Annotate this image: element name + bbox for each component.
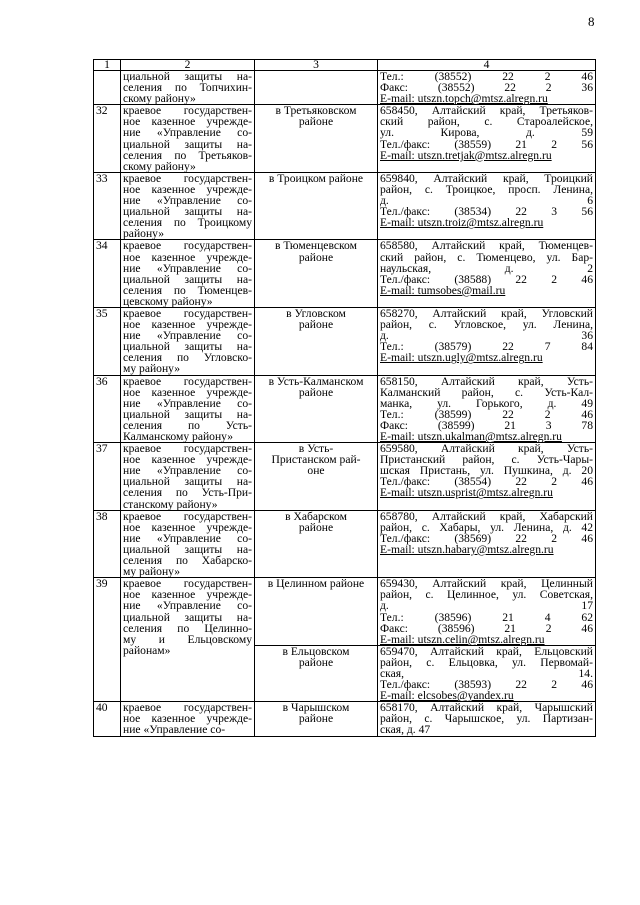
address-cell: [378, 172, 596, 240]
district-cell: [255, 645, 378, 701]
row-number: 35: [96, 306, 108, 320]
text-line: 658450, Алтайский край, Третьяков-: [380, 104, 593, 118]
table-row: [94, 578, 596, 646]
text-line: в Троицком районе: [268, 171, 364, 185]
row-number-cell: [94, 172, 121, 240]
table-row: [94, 375, 596, 443]
text-line: ние «Управление со-: [123, 723, 226, 737]
text-line: район, с. Целинное, ул. Советская,: [380, 588, 593, 602]
text-line: краевое государствен-: [123, 442, 252, 456]
organization-cell: [121, 702, 255, 736]
text-line: 659840, Алтайский край, Троицкий: [380, 171, 593, 185]
text-line: ние «Управление со-: [123, 531, 252, 545]
district-cell: [255, 702, 378, 736]
text-line: районе: [298, 655, 334, 669]
text-line: 658580, Алтайский край, Тюменцев-: [380, 239, 593, 253]
text-line: ская, д. 47: [380, 723, 431, 737]
text-line: краевое государствен-: [123, 509, 252, 523]
text-line: ное казенное учрежде-: [123, 385, 252, 399]
text-line: ский район, с. Староалейское,: [380, 115, 593, 129]
text-line: станскому району»: [123, 497, 218, 511]
text-line: Факс: (38596) 21 2 46: [380, 621, 593, 635]
text-line: Тел./факс: (38588) 22 2 46: [380, 272, 593, 286]
text-line: ное казенное учрежде-: [123, 453, 252, 467]
text-line: ное казенное учрежде-: [123, 115, 252, 129]
text-line: ное казенное учрежде-: [123, 182, 252, 196]
text-line: районе: [298, 385, 334, 399]
text-line: 659470, Алтайский край, Ельцовский: [380, 644, 593, 658]
district-cell: [255, 443, 378, 511]
text-line: ние «Управление со-: [123, 329, 252, 343]
text-line: циальной защиты на-: [123, 610, 252, 624]
text-line: Калманскому району»: [123, 430, 234, 443]
address-cell: [378, 240, 596, 308]
organization-cell: [121, 510, 255, 578]
text-line: районам»: [123, 643, 171, 657]
text-line: краевое государствен-: [123, 239, 252, 253]
text-line: ние «Управление со-: [123, 261, 252, 275]
table-row: [94, 71, 596, 105]
text-line: ул. Кирова, д. 59: [380, 126, 593, 140]
row-number-cell: [94, 71, 121, 105]
text-line: селения по Третьяков-: [123, 148, 252, 162]
text-line: 658150, Алтайский край, Усть-: [380, 374, 593, 388]
address-cell: [378, 510, 596, 578]
text-line: район, с. Хабары, ул. Ленина, д. 42: [380, 520, 593, 534]
row-number-cell: [94, 105, 121, 173]
organization-cell: [121, 105, 255, 173]
text-line: д. 36: [380, 329, 593, 343]
text-line: E-mail: utszn.ugly@mtsz.alregn.ru: [380, 351, 543, 365]
text-line: Тел.: (38596) 21 4 62: [380, 610, 593, 624]
header-cell: 3: [255, 60, 378, 71]
text-line: манка, ул. Горького, д. 49: [380, 396, 593, 410]
text-line: ние «Управление со-: [123, 194, 252, 208]
text-line: E-mail: elcsobes@yandex.ru: [380, 689, 514, 703]
district-cell: [255, 375, 378, 443]
text-line: д. 17: [380, 599, 593, 613]
text-line: краевое государствен-: [123, 306, 252, 320]
text-line: ние «Управление со-: [123, 464, 252, 478]
header-row: [94, 60, 596, 71]
text-line: краевое государствен-: [123, 577, 252, 591]
row-number: 33: [96, 171, 108, 185]
text-line: ние «Управление со-: [123, 126, 252, 140]
page-number: 8: [588, 14, 595, 29]
table-row: [94, 172, 596, 240]
text-line: в Целинном районе: [267, 577, 365, 591]
organization-cell: [121, 240, 255, 308]
text-line: ное казенное учрежде-: [123, 318, 252, 332]
text-line: селения по Хабарско-: [123, 554, 252, 568]
address-cell: [378, 578, 596, 646]
text-line: краевое государствен-: [123, 104, 252, 118]
address-cell: [378, 71, 596, 105]
text-line: Тел./факс: (38554) 22 2 46: [380, 475, 593, 489]
text-line: районе: [298, 250, 334, 264]
text-line: ский район, с. Тюменцево, ул. Бар-: [380, 250, 593, 264]
text-line: в Усть-Калманском: [268, 374, 364, 388]
text-line: циальной защиты на-: [123, 475, 252, 489]
header-cell: 1: [94, 60, 121, 71]
text-line: циальной защиты на-: [123, 70, 252, 83]
text-line: 658780, Алтайский край, Хабарский: [380, 509, 593, 523]
row-number-cell: [94, 443, 121, 511]
text-line: д. 6: [380, 194, 593, 208]
text-line: район, с. Троицкое, просп. Ленина,: [380, 182, 593, 196]
table-row: [94, 443, 596, 511]
row-number: 36: [96, 374, 108, 388]
text-line: ное казенное учрежде-: [123, 250, 252, 264]
text-line: Тел./факс: (38534) 22 3 56: [380, 205, 593, 219]
text-line: в Ельцовском: [282, 644, 350, 658]
district-cell: [255, 71, 378, 105]
address-cell: [378, 702, 596, 736]
text-line: ное казенное учрежде-: [123, 712, 252, 726]
text-line: Тел.: (38599) 22 2 46: [380, 407, 593, 421]
text-line: му району»: [123, 565, 181, 579]
text-line: E-mail: utszn.habary@mtsz.alregn.ru: [380, 542, 554, 556]
address-cell: [378, 375, 596, 443]
row-number-cell: [94, 578, 121, 702]
text-line: циальной защиты на-: [123, 407, 252, 421]
text-line: E-mail: utszn.celin@mtsz.alregn.ru: [380, 632, 545, 646]
address-cell: [378, 307, 596, 375]
text-line: E-mail: utszn.topch@mtsz.alregn.ru: [380, 92, 548, 106]
district-cell: [255, 307, 378, 375]
text-line: Факс: (38599) 21 3 78: [380, 418, 593, 432]
text-line: районе: [298, 520, 334, 534]
district-cell: [255, 578, 378, 646]
row-number: 38: [96, 509, 108, 523]
text-line: селения по Тюменцев-: [123, 283, 252, 297]
text-line: в Третьяковском: [275, 104, 357, 118]
district-cell: [255, 105, 378, 173]
text-line: ская, 14.: [380, 666, 593, 680]
text-line: районе: [298, 115, 334, 129]
row-number-cell: [94, 375, 121, 443]
table-row: [94, 510, 596, 578]
table-row: [94, 105, 596, 173]
text-line: Факс: (38552) 22 2 36: [380, 81, 593, 95]
text-line: Пристанский район, с. Усть-Чары-: [380, 453, 593, 467]
text-line: 659430, Алтайский край, Целинный: [380, 577, 593, 591]
text-line: циальной защиты на-: [123, 542, 252, 556]
text-line: районе: [298, 712, 334, 726]
text-line: район, с. Угловское, ул. Ленина,: [380, 318, 593, 332]
text-line: в Хабарском: [285, 509, 347, 523]
text-line: районе: [298, 318, 334, 332]
header-cell: 4: [378, 60, 596, 71]
row-number-cell: [94, 307, 121, 375]
address-cell: [378, 645, 596, 701]
row-number: 34: [96, 239, 108, 253]
text-line: ние «Управление со-: [123, 396, 252, 410]
organization-cell: [121, 578, 255, 702]
district-cell: [255, 510, 378, 578]
text-line: E-mail: utszn.tretjak@mtsz.alregn.ru: [380, 148, 552, 162]
text-line: краевое государствен-: [123, 171, 252, 185]
text-line: циальной защиты на-: [123, 137, 252, 151]
services-table: [93, 59, 596, 737]
text-line: циальной защиты на-: [123, 205, 252, 219]
row-number: 40: [96, 701, 108, 715]
row-number-cell: [94, 240, 121, 308]
text-line: циальной защиты на-: [123, 272, 252, 286]
text-line: Тел./факс: (38569) 22 2 46: [380, 531, 593, 545]
text-line: му и Ельцовскому: [123, 632, 252, 646]
text-line: ние «Управление со-: [123, 599, 252, 613]
text-line: 658170, Алтайский край, Чарышский: [380, 701, 593, 715]
address-cell: [378, 443, 596, 511]
text-line: ное казенное учрежде-: [123, 520, 252, 534]
organization-cell: [121, 172, 255, 240]
text-line: Тел./факс: (38559) 21 2 56: [380, 137, 593, 151]
row-number-cell: [94, 510, 121, 578]
text-line: краевое государствен-: [123, 701, 252, 715]
text-line: E-mail: utszn.ukalman@mtsz.alregn.ru: [380, 430, 562, 443]
text-line: Тел./факс: (38593) 22 2 46: [380, 678, 593, 692]
text-line: оне: [307, 464, 325, 478]
text-line: E-mail: utszn.troiz@mtsz.alregn.ru: [380, 216, 544, 230]
text-line: в Тюменцевском: [275, 239, 357, 253]
text-line: му району»: [123, 362, 181, 376]
text-line: E-mail: tumsobes@mail.ru: [380, 283, 506, 297]
row-number-cell: [94, 702, 121, 736]
text-line: селения по Топчихин-: [123, 81, 252, 95]
text-line: краевое государствен-: [123, 374, 252, 388]
text-line: наульская, д. 2: [380, 261, 593, 275]
text-line: скому району»: [123, 92, 196, 106]
district-cell: [255, 172, 378, 240]
text-line: в Чарышском: [282, 701, 350, 715]
address-cell: [378, 105, 596, 173]
text-line: в Усть-: [298, 442, 334, 456]
row-number: 39: [96, 577, 108, 591]
text-line: ное казенное учрежде-: [123, 588, 252, 602]
text-line: скому району»: [123, 159, 196, 173]
text-line: селения по Усть-: [123, 418, 252, 432]
organization-cell: [121, 443, 255, 511]
text-line: шская Пристань, ул. Пушкина, д. 20: [380, 464, 593, 478]
text-line: Калманский район, с. Усть-Кал-: [380, 385, 593, 399]
table-row: [94, 307, 596, 375]
text-line: Тел.: (38579) 22 7 84: [380, 340, 593, 354]
organization-cell: [121, 375, 255, 443]
text-line: в Угловском: [286, 306, 346, 320]
table-row: [94, 240, 596, 308]
organization-cell: [121, 71, 255, 105]
organization-cell: [121, 307, 255, 375]
text-line: селения по Усть-При-: [123, 486, 252, 500]
text-line: циальной защиты на-: [123, 340, 252, 354]
header-cell: 2: [121, 60, 255, 71]
text-line: район, с. Ельцовка, ул. Первомай-: [380, 655, 593, 669]
row-number: 37: [96, 442, 108, 456]
text-line: 658270, Алтайский край, Угловский: [380, 306, 593, 320]
text-line: селения по Троицкому: [123, 216, 252, 230]
text-line: селения по Угловско-: [123, 351, 252, 365]
text-line: 659580, Алтайский край, Усть-: [380, 442, 593, 456]
text-line: Пристанском рай-: [271, 453, 361, 467]
text-line: селения по Целинно-: [123, 621, 252, 635]
table-row: [94, 702, 596, 736]
text-line: району»: [123, 227, 165, 241]
text-line: цевскому району»: [123, 294, 213, 308]
district-cell: [255, 240, 378, 308]
text-line: E-mail: utszn.usprist@mtsz.alregn.ru: [380, 486, 553, 500]
text-line: район, с. Чарышское, ул. Партизан-: [380, 712, 593, 726]
row-number: 32: [96, 104, 108, 118]
text-line: Тел.: (38552) 22 2 46: [380, 70, 593, 83]
